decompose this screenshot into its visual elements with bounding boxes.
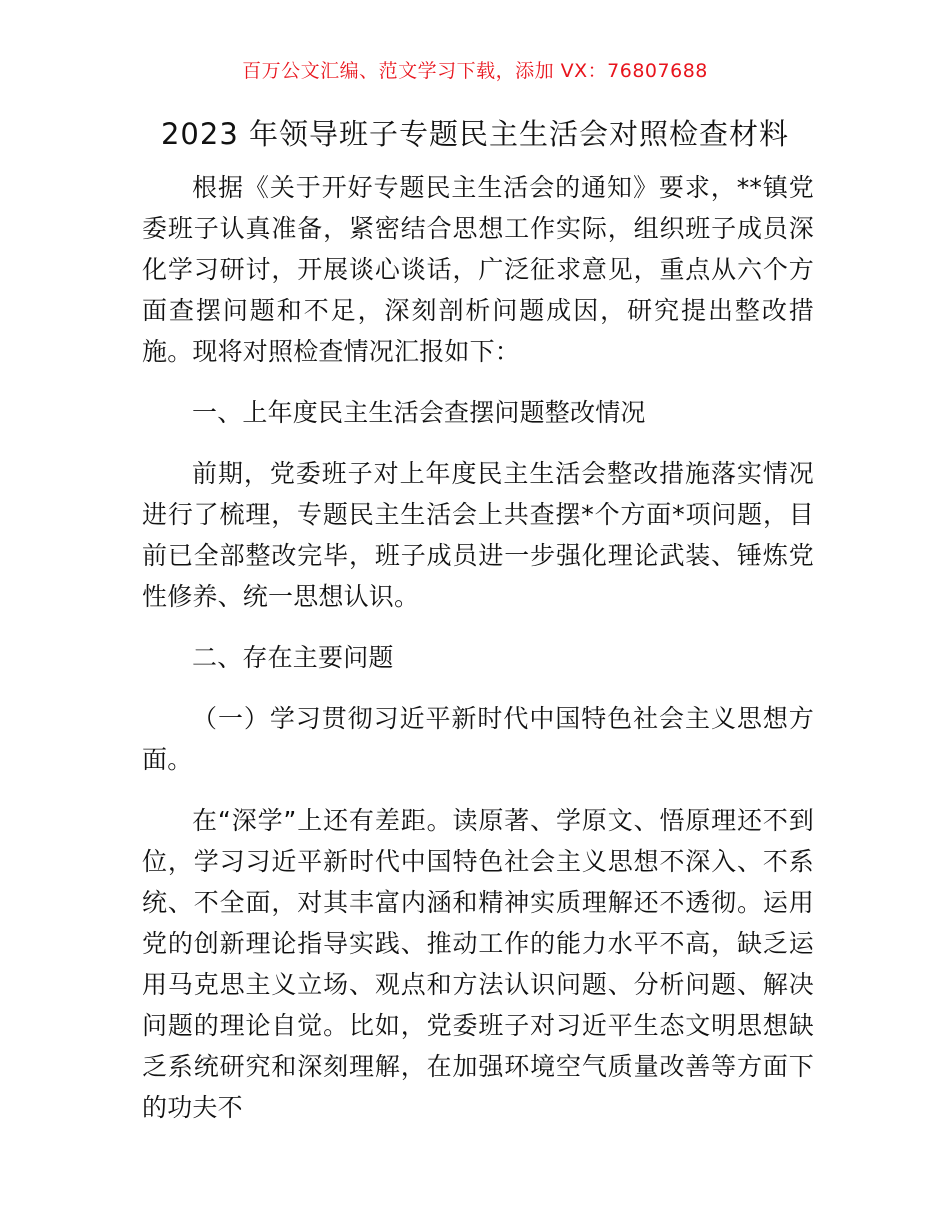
- section-1-paragraph: 前期，党委班子对上年度民主生活会整改措施落实情况进行了梳理，专题民主生活会上共查摆*个方面*项问题，目前已全部整改完毕，班子成员进一步强化理论武装、锤炼党性修养、统一思想认识。: [142, 459, 814, 611]
- section-heading-2: 二、存在主要问题: [192, 643, 394, 672]
- document-body: [142, 167, 814, 1128]
- subsection-1-paragraph: 在“深学”上还有差距。读原著、学原文、悟原理还不到位，学习习近平新时代中国特色社会主义思想不深入、不系统、不全面，对其丰富内涵和精神实质理解还不透彻。运用党的创新理论指导实践、推动工作的能力水平不高，缺乏运用马克思主义立场、观点和方法认识问题、分析问题、解决问题的理论自觉。比如，党委班子对习近平生态文明思想缺乏系统研究和深刻理解，在加强环境空气质量改善等方面下的功夫不: [142, 806, 814, 1122]
- document-title: 2023 年领导班子专题民主生活会对照检查材料: [160, 117, 790, 151]
- watermark-banner: 百万公文汇编、范文学习下载，添加 VX：76807688: [242, 60, 708, 82]
- section-heading-1: 一、上年度民主生活会查摆问题整改情况: [192, 398, 646, 427]
- subsection-heading-1: （一）学习贯彻习近平新时代中国特色社会主义思想方面。: [142, 704, 814, 774]
- intro-paragraph: 根据《关于开好专题民主生活会的通知》要求，**镇党委班子认真准备，紧密结合思想工作实际，组织班子成员深化学习研讨，开展谈心谈话，广泛征求意见，重点从六个方面查摆问题和不足，深刻剖析问题成因，研究提出整改措施。现将对照检查情况汇报如下：: [142, 173, 814, 366]
